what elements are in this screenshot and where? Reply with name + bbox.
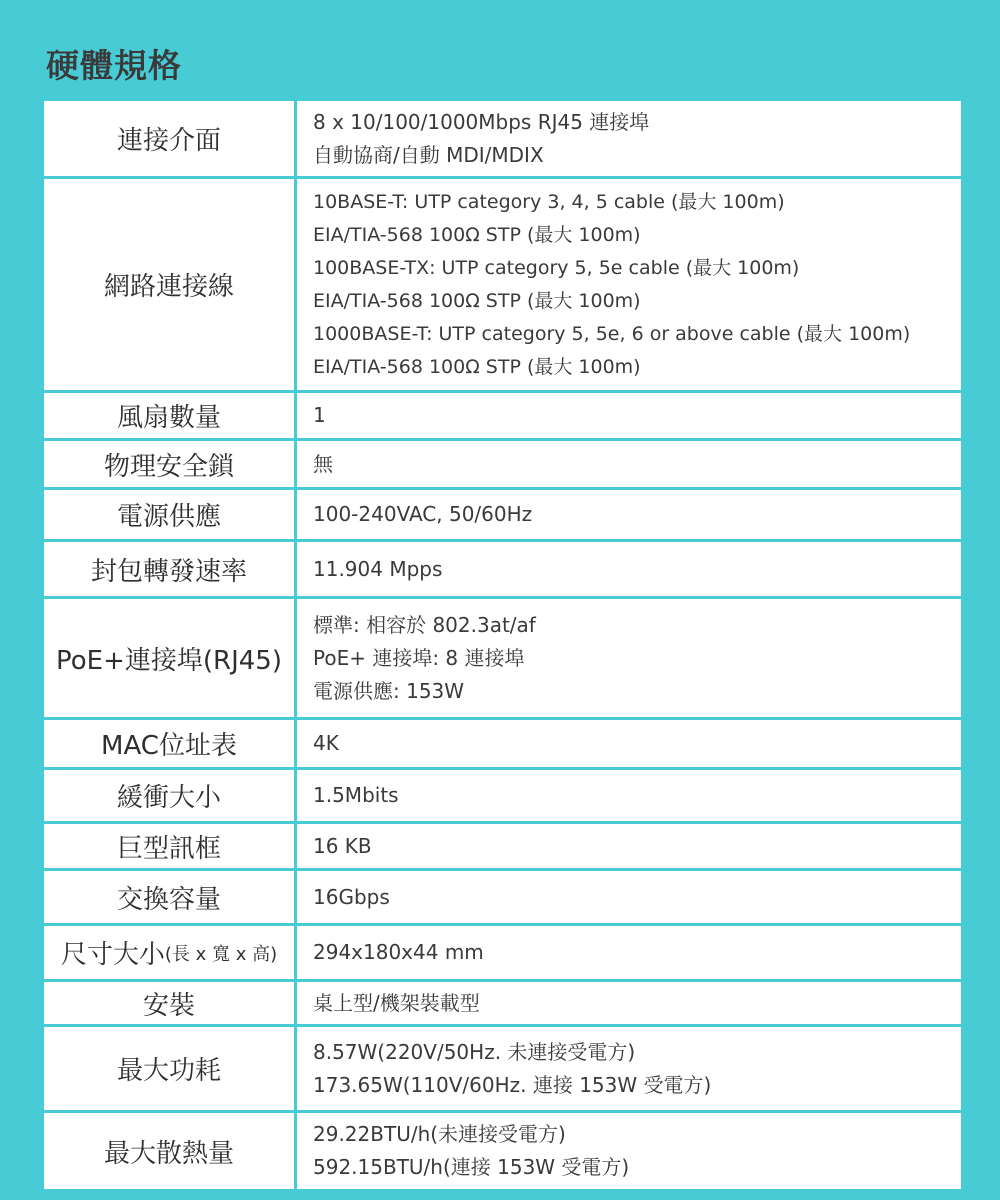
spec-row-buffer [44, 770, 961, 821]
spec-value-line: 29.22BTU/h(未連接受電方) [313, 1122, 566, 1146]
spec-value-line: 16 KB [313, 833, 372, 858]
spec-value [297, 770, 961, 821]
spec-value-line: 無 [313, 451, 333, 476]
spec-value-line: 8.57W(220V/50Hz. 未連接受電方) [313, 1039, 636, 1064]
spec-row-heat [44, 1113, 961, 1189]
spec-value [297, 101, 961, 176]
spec-row-mac [44, 720, 961, 767]
spec-row-mounting [44, 982, 961, 1024]
spec-label: 最大散熱量 [44, 1113, 294, 1189]
spec-value-line: EIA/TIA-568 100Ω STP (最大 100m) [313, 355, 641, 378]
spec-label: MAC位址表 [44, 720, 294, 767]
spec-row-forwarding [44, 542, 961, 596]
spec-value [297, 393, 961, 438]
spec-value-line: 8 x 10/100/1000Mbps RJ45 連接埠 [313, 109, 650, 134]
spec-label: 封包轉發速率 [44, 542, 294, 596]
spec-label [44, 926, 294, 979]
spec-value [297, 720, 961, 767]
spec-row-fan [44, 393, 961, 438]
spec-row-interface [44, 101, 961, 176]
spec-value-line: 11.904 Mpps [313, 556, 443, 581]
spec-label-suffix: (長 x 寬 x 高) [164, 943, 278, 965]
spec-value [297, 824, 961, 868]
spec-value [297, 1113, 961, 1189]
spec-value-line: 1.5Mbits [313, 783, 399, 807]
spec-value [297, 490, 961, 539]
spec-value [297, 1027, 961, 1110]
spec-value-line: 自動協商/自動 MDI/MDIX [313, 142, 544, 167]
page-title: 硬體規格 [46, 46, 182, 85]
spec-row-power [44, 490, 961, 539]
spec-value [297, 926, 961, 979]
spec-value-line: 10BASE-T: UTP category 3, 4, 5 cable (最大 100m) [313, 190, 785, 213]
spec-label-text: 尺寸大小 [60, 940, 165, 970]
divider-line [297, 868, 924, 870]
spec-value [297, 179, 961, 390]
spec-row-jumbo [44, 824, 961, 868]
spec-label: 最大功耗 [44, 1027, 294, 1110]
spec-value [297, 542, 961, 596]
spec-row-max-power [44, 1027, 961, 1110]
spec-row-poe [44, 599, 961, 717]
spec-value-line: 1000BASE-T: UTP category 5, 5e, 6 or above cable (最大 100m) [313, 322, 911, 345]
spec-value-line: 16Gbps [313, 884, 390, 909]
spec-label: 電源供應 [44, 490, 294, 539]
spec-value [297, 871, 961, 923]
spec-value-line: 1 [313, 403, 326, 427]
spec-label: 網路連接線 [44, 179, 294, 390]
spec-value-line: 100BASE-TX: UTP category 5, 5e cable (最大 100m) [313, 256, 800, 279]
spec-value-line: 100-240VAC, 50/60Hz [313, 502, 533, 526]
spec-value-line: EIA/TIA-568 100Ω STP (最大 100m) [313, 223, 641, 246]
spec-label: 風扇數量 [44, 393, 294, 438]
spec-label: PoE+連接埠(RJ45) [44, 599, 294, 717]
spec-row-capacity [44, 871, 961, 923]
spec-value-line: 592.15BTU/h(連接 153W 受電方) [313, 1155, 630, 1179]
spec-row-lock [44, 441, 961, 487]
spec-value-line: 標準: 相容於 802.3at/af [313, 612, 536, 637]
spec-value [297, 441, 961, 487]
spec-value-line: 桌上型/機架裝載型 [313, 990, 480, 1015]
spec-label: 物理安全鎖 [44, 441, 294, 487]
spec-value [297, 982, 961, 1024]
spec-row-dimensions [44, 926, 961, 979]
spec-value [297, 599, 961, 717]
spec-label: 緩衝大小 [44, 770, 294, 821]
spec-label: 交換容量 [44, 871, 294, 923]
spec-label: 安裝 [44, 982, 294, 1024]
spec-value-line: 4K [313, 731, 339, 755]
spec-label: 巨型訊框 [44, 824, 294, 868]
spec-row-cable [44, 179, 961, 390]
spec-value-line: 173.65W(110V/60Hz. 連接 153W 受電方) [313, 1072, 712, 1097]
spec-value-line: 294x180x44 mm [313, 940, 484, 964]
spec-value-line: PoE+ 連接埠: 8 連接埠 [313, 645, 525, 670]
spec-value-line: 電源供應: 153W [313, 678, 465, 703]
spec-label: 連接介面 [44, 101, 294, 176]
spec-value-line: EIA/TIA-568 100Ω STP (最大 100m) [313, 289, 641, 312]
